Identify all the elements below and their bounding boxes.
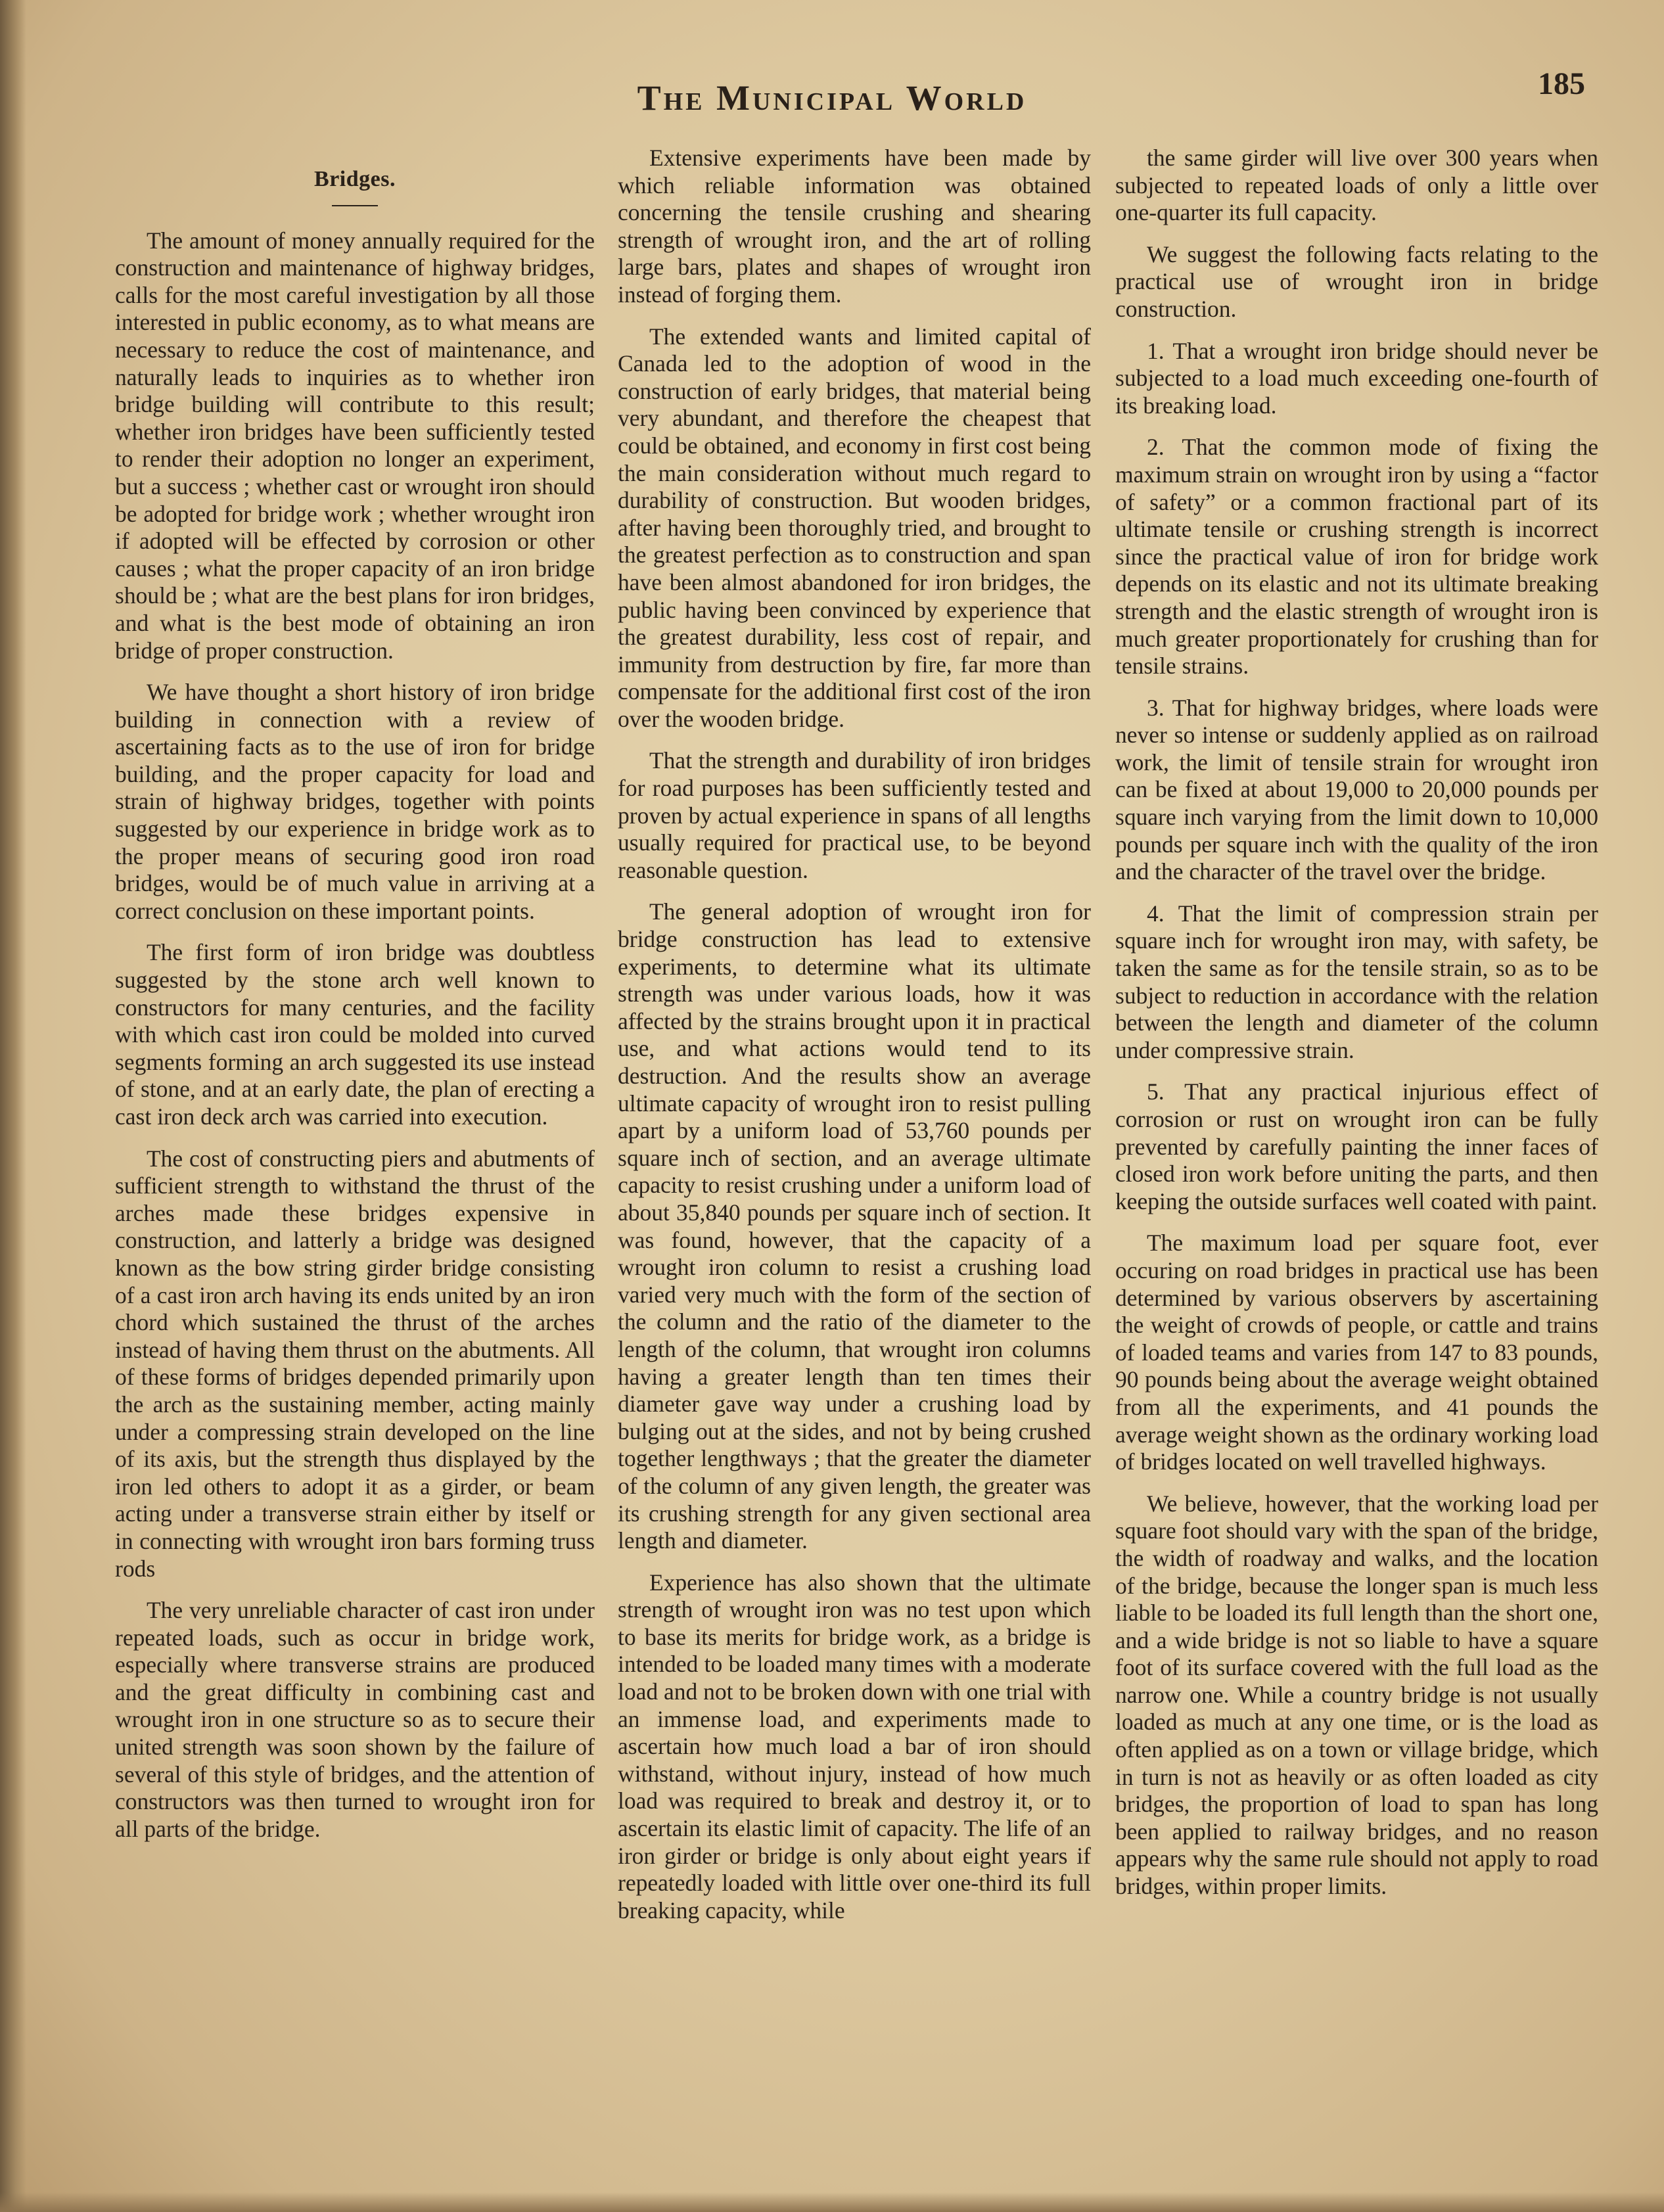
heading-rule bbox=[332, 205, 378, 206]
paragraph: Extensive experiments have been made by which reliable information was obtained concerning the tensile crushing and shearing strength of wrought iron, and the art of rolling large bars, plates and shapes of wrought iron instead of forging them. bbox=[618, 145, 1091, 308]
paragraph: The extended wants and limited capital of Canada led to the adoption of wood in the construction of early bridges, that material being very abundant, and therefore the cheapest that could be obtained, and economy in first cost being the main consideration without much regard to durability of construction. But wooden bridges, after having been thoroughly tried, and brought to the greatest perfection as to construction and span have been almost abandoned for iron bridges, the public having been convinced by experience that the greatest durability, less cost of repair, and immunity from destruction by fire, far more than compensate for the additional first cost of the iron over the wooden bridge. bbox=[618, 323, 1091, 732]
paragraph: We believe, however, that the working load per square foot should vary with the span of the bridge, the width of roadway and walks, and the location of the bridge, because the longer span is much less liable to be loaded its full length than the short one, and a wide bridge is not so liable to have a square foot of its surface covered with the full load as the narrow one. While a country bridge is not usually loaded as much at any one time, or is the load as often applied as on a town or village bridge, which in turn is not as heavily or as often loaded as city bridges, the proportion of load to span has long been applied to railway bridges, and no reason appears why the same rule should not apply to road bridges, within proper limits. bbox=[1115, 1490, 1598, 1900]
paragraph: the same girder will live over 300 years when subjected to repeated loads of only a little over one-quarter its full capacity. bbox=[1115, 145, 1598, 226]
page-gutter bbox=[0, 0, 26, 2212]
paragraph: 2. That the common mode of fixing the maximum strain on wrought iron by using a “factor of safety” or a common fractional part of its ultimate tensile or crushing strength is incorrect since the practical value of iron for bridge work depends on its elastic and not its ultimate breaking strength and the elastic strength of wrought iron is much greater proportionately for crushing than for tensile strains. bbox=[1115, 434, 1598, 680]
column-2 bbox=[618, 145, 1091, 1939]
paragraph: 3. That for highway bridges, where loads were never so intense or suddenly applied as on railroad work, the limit of tensile strain for wrought iron can be fixed at about 19,000 to 20,000 pounds per square inch varying from the limit down to 10,000 pounds per square inch with the quality of the iron and the character of the travel over the bridge. bbox=[1115, 694, 1598, 885]
running-head: The Municipal World bbox=[637, 78, 1027, 118]
column-1 bbox=[115, 145, 595, 1857]
page-bottom-edge bbox=[0, 2192, 1664, 2212]
column-3 bbox=[1115, 145, 1598, 1915]
paragraph: Experience has also shown that the ultimate strength of wrought iron was no test upon which to base its merits for bridge work, as a bridge is intended to be loaded many times with a moderate load and not to be broken down with one trial with an immense load, and experiments made to ascertain how much load a bar of iron should withstand, without injury, instead of how much load was required to break and destroy it, or to ascertain its elastic limit of capacity. The life of an iron girder or bridge is only about eight years if repeatedly loaded with little over one-third its full breaking capacity, while bbox=[618, 1569, 1091, 1924]
paragraph: 1. That a wrought iron bridge should never be subjected to a load much exceeding one-fourth of its breaking load. bbox=[1115, 337, 1598, 419]
paragraph: The general adoption of wrought iron for bridge construction has lead to extensive experiments, to determine what its ultimate strength was under various loads, how it was affected by the strains brought upon it in practical use, and what actions would tend to its destruction. And the results show an average ultimate capacity of wrought iron to resist pulling apart by a uniform load of 53,760 pounds per square inch of section, and an average ultimate capacity to resist crushing under a uniform load of about 35,840 pounds per square inch of section. It was found, however, that the capacity of a wrought iron column to resist a crushing load varied very much with the form of the section of the column and the ratio of the diameter to the length of the column, that wrought iron columns having a greater length than ten times their diameter gave way under a crushing load by bulging out at the sides, and not by being crushed together lengthways ; that the greater the diameter of the column of any given length, the greater was its crushing strength for any given sectional area length and diameter. bbox=[618, 898, 1091, 1554]
paragraph: The maximum load per square foot, ever occuring on road bridges in practical use has been determined by various observers by ascertaining the weight of crowds of people, or cattle and trains of loaded teams and varies from 147 to 83 pounds, 90 pounds being about the average weight obtained from all the experiments, and 41 pounds the average weight shown as the ordinary working load of bridges located on well travelled highways. bbox=[1115, 1230, 1598, 1475]
paragraph: 4. That the limit of compression strain per square inch for wrought iron may, with safety, be taken the same as for the tensile strain, so as to be subject to reduction in accordance with the relation between the length and diameter of the column under compressive strain. bbox=[1115, 900, 1598, 1063]
paragraph: The cost of constructing piers and abutments of sufficient strength to withstand the thrust of the arches made these bridges expensive in construction, and latterly a bridge was designed known as the bow string girder bridge consisting of a cast iron arch having its ends united by an iron chord which sustained the thrust of the arches instead of having them thrust on the abutments. All of these forms of bridges depended primarily upon the arch as the sustaining member, acting mainly under a compressing strain developed on the line of its axis, but the strength thus displayed by the iron led others to adopt it as a girder, or beam acting under a transverse strain either by itself or in connecting with wrought iron bars forming truss rods bbox=[115, 1145, 595, 1582]
paragraph: We suggest the following facts relating to the practical use of wrought iron in bridge construction. bbox=[1115, 241, 1598, 322]
paragraph: The amount of money annually required for the construction and maintenance of highway bridges, calls for the most careful investigation by all those interested in public economy, as to what means are necessary to reduce the cost of maintenance, and naturally leads to inquiries as to whether iron bridge building will contribute to this result; whether iron bridges have been sufficiently tested to render their adoption no longer an experiment, but a success ; whether cast or wrought iron should be adopted for bridge work ; whether wrought iron if adopted will be effected by corrosion or other causes ; what the proper capacity of an iron bridge should be ; what are the best plans for iron bridges, and what is the best mode of obtaining an iron bridge of proper construction. bbox=[115, 227, 595, 664]
article-heading: Bridges. bbox=[314, 167, 396, 191]
paragraph: 5. That any practical injurious effect of corrosion or rust on wrought iron can be fully prevented by carefully painting the inner faces of closed iron work before uniting the parts, and then keeping the outside surfaces well coated with paint. bbox=[1115, 1078, 1598, 1214]
page-number: 185 bbox=[1538, 66, 1585, 101]
paragraph: That the strength and durability of iron bridges for road purposes has been sufficiently tested and proven by actual experience in spans of all lengths usually required for practical use, to be beyond reasonable question. bbox=[618, 747, 1091, 883]
paragraph: The first form of iron bridge was doubtless suggested by the stone arch well known to constructors for many centuries, and the facility with which cast iron could be molded into curved segments forming an arch suggested its use instead of stone, and at an early date, the plan of erecting a cast iron deck arch was carried into execution. bbox=[115, 939, 595, 1130]
paragraph: The very unreliable character of cast iron under repeated loads, such as occur in bridge work, especially where transverse strains are produced and the great difficulty in combining cast and wrought iron in one structure so as to secure their united strength was soon shown by the failure of several of this style of bridges, and the attention of constructors was then turned to wrought iron for all parts of the bridge. bbox=[115, 1597, 595, 1842]
paragraph: We have thought a short history of iron bridge building in connection with a review of ascertaining facts as to the use of iron for bridge building, and the proper capacity for load and strain of highway bridges, together with points suggested by our experience in bridge work as to the proper means of securing good iron road bridges, would be of much value in arriving at a correct conclusion on these important points. bbox=[115, 679, 595, 924]
